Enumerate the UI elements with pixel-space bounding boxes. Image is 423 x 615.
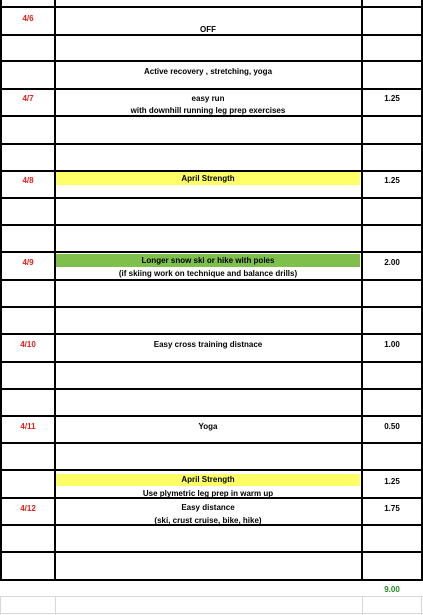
row-divider bbox=[0, 469, 423, 471]
row-divider bbox=[0, 415, 423, 417]
date-cell: 4/10 bbox=[20, 340, 36, 349]
date-cell: 4/11 bbox=[20, 422, 36, 431]
activity-cell: Yoga bbox=[198, 422, 218, 431]
hours-cell: 2.00 bbox=[384, 258, 400, 267]
hours-cell: 1.25 bbox=[384, 477, 400, 486]
date-cell: 4/12 bbox=[20, 504, 36, 513]
row-divider bbox=[0, 197, 423, 199]
spreadsheet-grid-area bbox=[0, 596, 423, 615]
activity-cell: easy run bbox=[191, 94, 225, 103]
date-cell: 4/6 bbox=[22, 14, 34, 23]
row-divider bbox=[0, 333, 423, 335]
row-divider bbox=[0, 442, 423, 444]
activity-detail-cell: with downhill running leg prep exercises bbox=[130, 106, 286, 115]
row-divider bbox=[0, 279, 423, 281]
hours-cell: 1.00 bbox=[384, 340, 400, 349]
gridline bbox=[362, 596, 363, 615]
gridline bbox=[55, 596, 56, 615]
activity-cell: OFF bbox=[200, 25, 216, 34]
activity-detail-cell: (if skiing work on technique and balance drills) bbox=[118, 269, 298, 278]
activity-cell: Easy distance bbox=[181, 503, 235, 512]
row-divider bbox=[0, 306, 423, 308]
activity-cell: Easy cross training distnace bbox=[153, 340, 263, 349]
hours-cell: 1.25 bbox=[384, 94, 400, 103]
activity-cell-highlighted: April Strength bbox=[56, 172, 360, 185]
row-divider bbox=[0, 88, 423, 90]
activity-cell: Active recovery , stretching, yoga bbox=[143, 67, 273, 76]
activity-cell-highlighted: April Strength bbox=[56, 474, 360, 486]
hours-cell: 1.75 bbox=[384, 504, 400, 513]
row-divider bbox=[0, 6, 423, 8]
activity-detail-cell: Use plymetric leg prep in warm up bbox=[142, 489, 274, 498]
date-cell: 4/9 bbox=[22, 258, 34, 267]
row-divider bbox=[0, 388, 423, 390]
date-cell: 4/8 bbox=[22, 176, 34, 185]
gridline bbox=[0, 596, 423, 597]
table-border-bottom bbox=[0, 579, 423, 581]
activity-cell-highlighted: Longer snow ski or hike with poles bbox=[56, 254, 360, 267]
row-divider bbox=[0, 60, 423, 62]
row-divider bbox=[0, 361, 423, 363]
total-hours: 9.00 bbox=[384, 585, 400, 594]
row-divider bbox=[0, 251, 423, 253]
hours-cell: 0.50 bbox=[384, 422, 400, 431]
gridline bbox=[421, 596, 422, 615]
hours-cell: 1.25 bbox=[384, 176, 400, 185]
date-cell: 4/7 bbox=[22, 94, 34, 103]
gridline bbox=[0, 613, 423, 614]
row-divider bbox=[0, 551, 423, 553]
gridline bbox=[0, 596, 1, 615]
activity-detail-cell: (ski, crust cruise, bike, hike) bbox=[154, 516, 262, 525]
row-divider bbox=[0, 224, 423, 226]
row-divider bbox=[0, 143, 423, 145]
